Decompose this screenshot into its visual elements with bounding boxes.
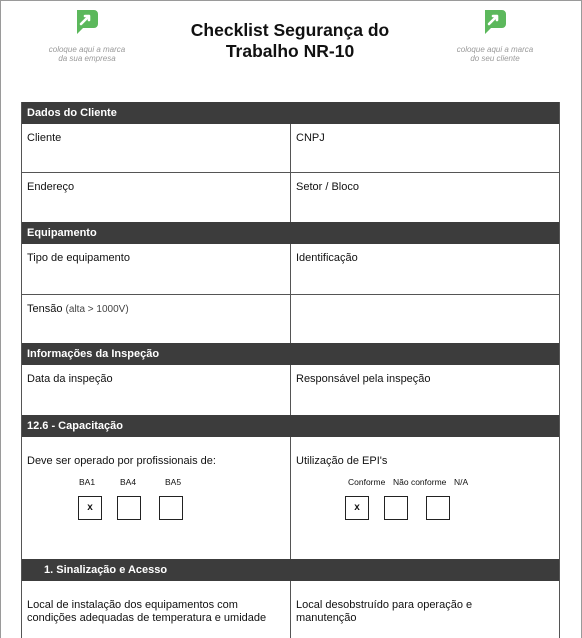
form-row — [22, 365, 559, 415]
identificacao-field[interactable]: Identificação — [290, 244, 559, 294]
epi-checkboxes — [296, 496, 554, 522]
epi-option-labels — [296, 476, 554, 496]
section-header-cliente: Dados do Cliente — [22, 102, 559, 124]
form-row — [22, 295, 559, 343]
nao-conforme-label: Não conforme — [393, 477, 447, 487]
desobstruido-line-2: manutenção — [296, 612, 357, 624]
ba5-label: BA5 — [165, 477, 182, 487]
client-logo-caption: coloque aqui a marca do seu cliente — [456, 45, 534, 63]
company-logo-block — [27, 8, 147, 63]
conforme-label: Conforme — [348, 477, 386, 487]
form-row — [22, 437, 559, 559]
ba-option-labels — [27, 476, 285, 496]
company-logo-caption: coloque aqui a marca da sua empresa — [48, 45, 126, 63]
nao-conforme-checkbox[interactable] — [384, 496, 408, 520]
client-logo-block — [435, 8, 555, 63]
desobstruido-line-1: Local desobstruído para operação e — [296, 599, 473, 611]
setor-field[interactable]: Setor / Bloco — [290, 173, 559, 222]
tensao-label: Tensão — [27, 303, 63, 315]
local-line-2: condições adequadas de temperatura e umidade — [27, 612, 267, 624]
tipo-equipamento-field[interactable]: Tipo de equipamento — [27, 252, 130, 264]
endereco-field[interactable]: Endereço — [27, 181, 75, 193]
operado-question — [22, 437, 290, 559]
form-row — [22, 124, 559, 173]
tensao-note: (alta > 1000V) — [65, 304, 129, 315]
section-header-capacitacao: 12.6 - Capacitação — [22, 415, 559, 437]
ba-checkboxes — [27, 496, 285, 522]
ba4-checkbox[interactable] — [117, 496, 141, 520]
ba4-label: BA4 — [120, 477, 137, 487]
section-header-inspecao: Informações da Inspeção — [22, 343, 559, 365]
local-instalacao-question — [22, 581, 290, 638]
ba1-checkbox[interactable]: x — [78, 496, 102, 520]
ba1-label: BA1 — [79, 477, 96, 487]
conforme-checkbox[interactable]: x — [345, 496, 369, 520]
checklist-form — [21, 102, 560, 638]
ba5-checkbox[interactable] — [159, 496, 183, 520]
section-header-sinalizacao: 1. Sinalização e Acesso — [22, 559, 559, 581]
responsavel-field[interactable]: Responsável pela inspeção — [290, 365, 559, 415]
section-header-equipamento: Equipamento — [22, 222, 559, 244]
form-row — [22, 581, 559, 638]
epi-label: Utilização de EPI's — [296, 455, 388, 467]
epi-question — [290, 437, 559, 559]
company-logo-icon — [74, 8, 100, 35]
form-row — [22, 173, 559, 222]
local-line-1: Local de instalação dos equipamentos com — [27, 599, 238, 611]
page-title: Checklist Segurança do Trabalho NR-10 — [190, 20, 390, 61]
cliente-field[interactable]: Cliente — [27, 132, 62, 144]
desobstruido-question — [290, 581, 559, 638]
data-inspecao-field[interactable]: Data da inspeção — [27, 373, 113, 385]
form-row — [22, 244, 559, 295]
operado-label: Deve ser operado por profissionais de: — [27, 455, 216, 467]
na-checkbox[interactable] — [426, 496, 450, 520]
na-label: N/A — [454, 477, 469, 487]
empty-field[interactable] — [290, 295, 559, 343]
tensao-field[interactable] — [22, 295, 290, 343]
cnpj-field[interactable]: CNPJ — [290, 124, 559, 172]
client-logo-icon — [482, 8, 508, 35]
